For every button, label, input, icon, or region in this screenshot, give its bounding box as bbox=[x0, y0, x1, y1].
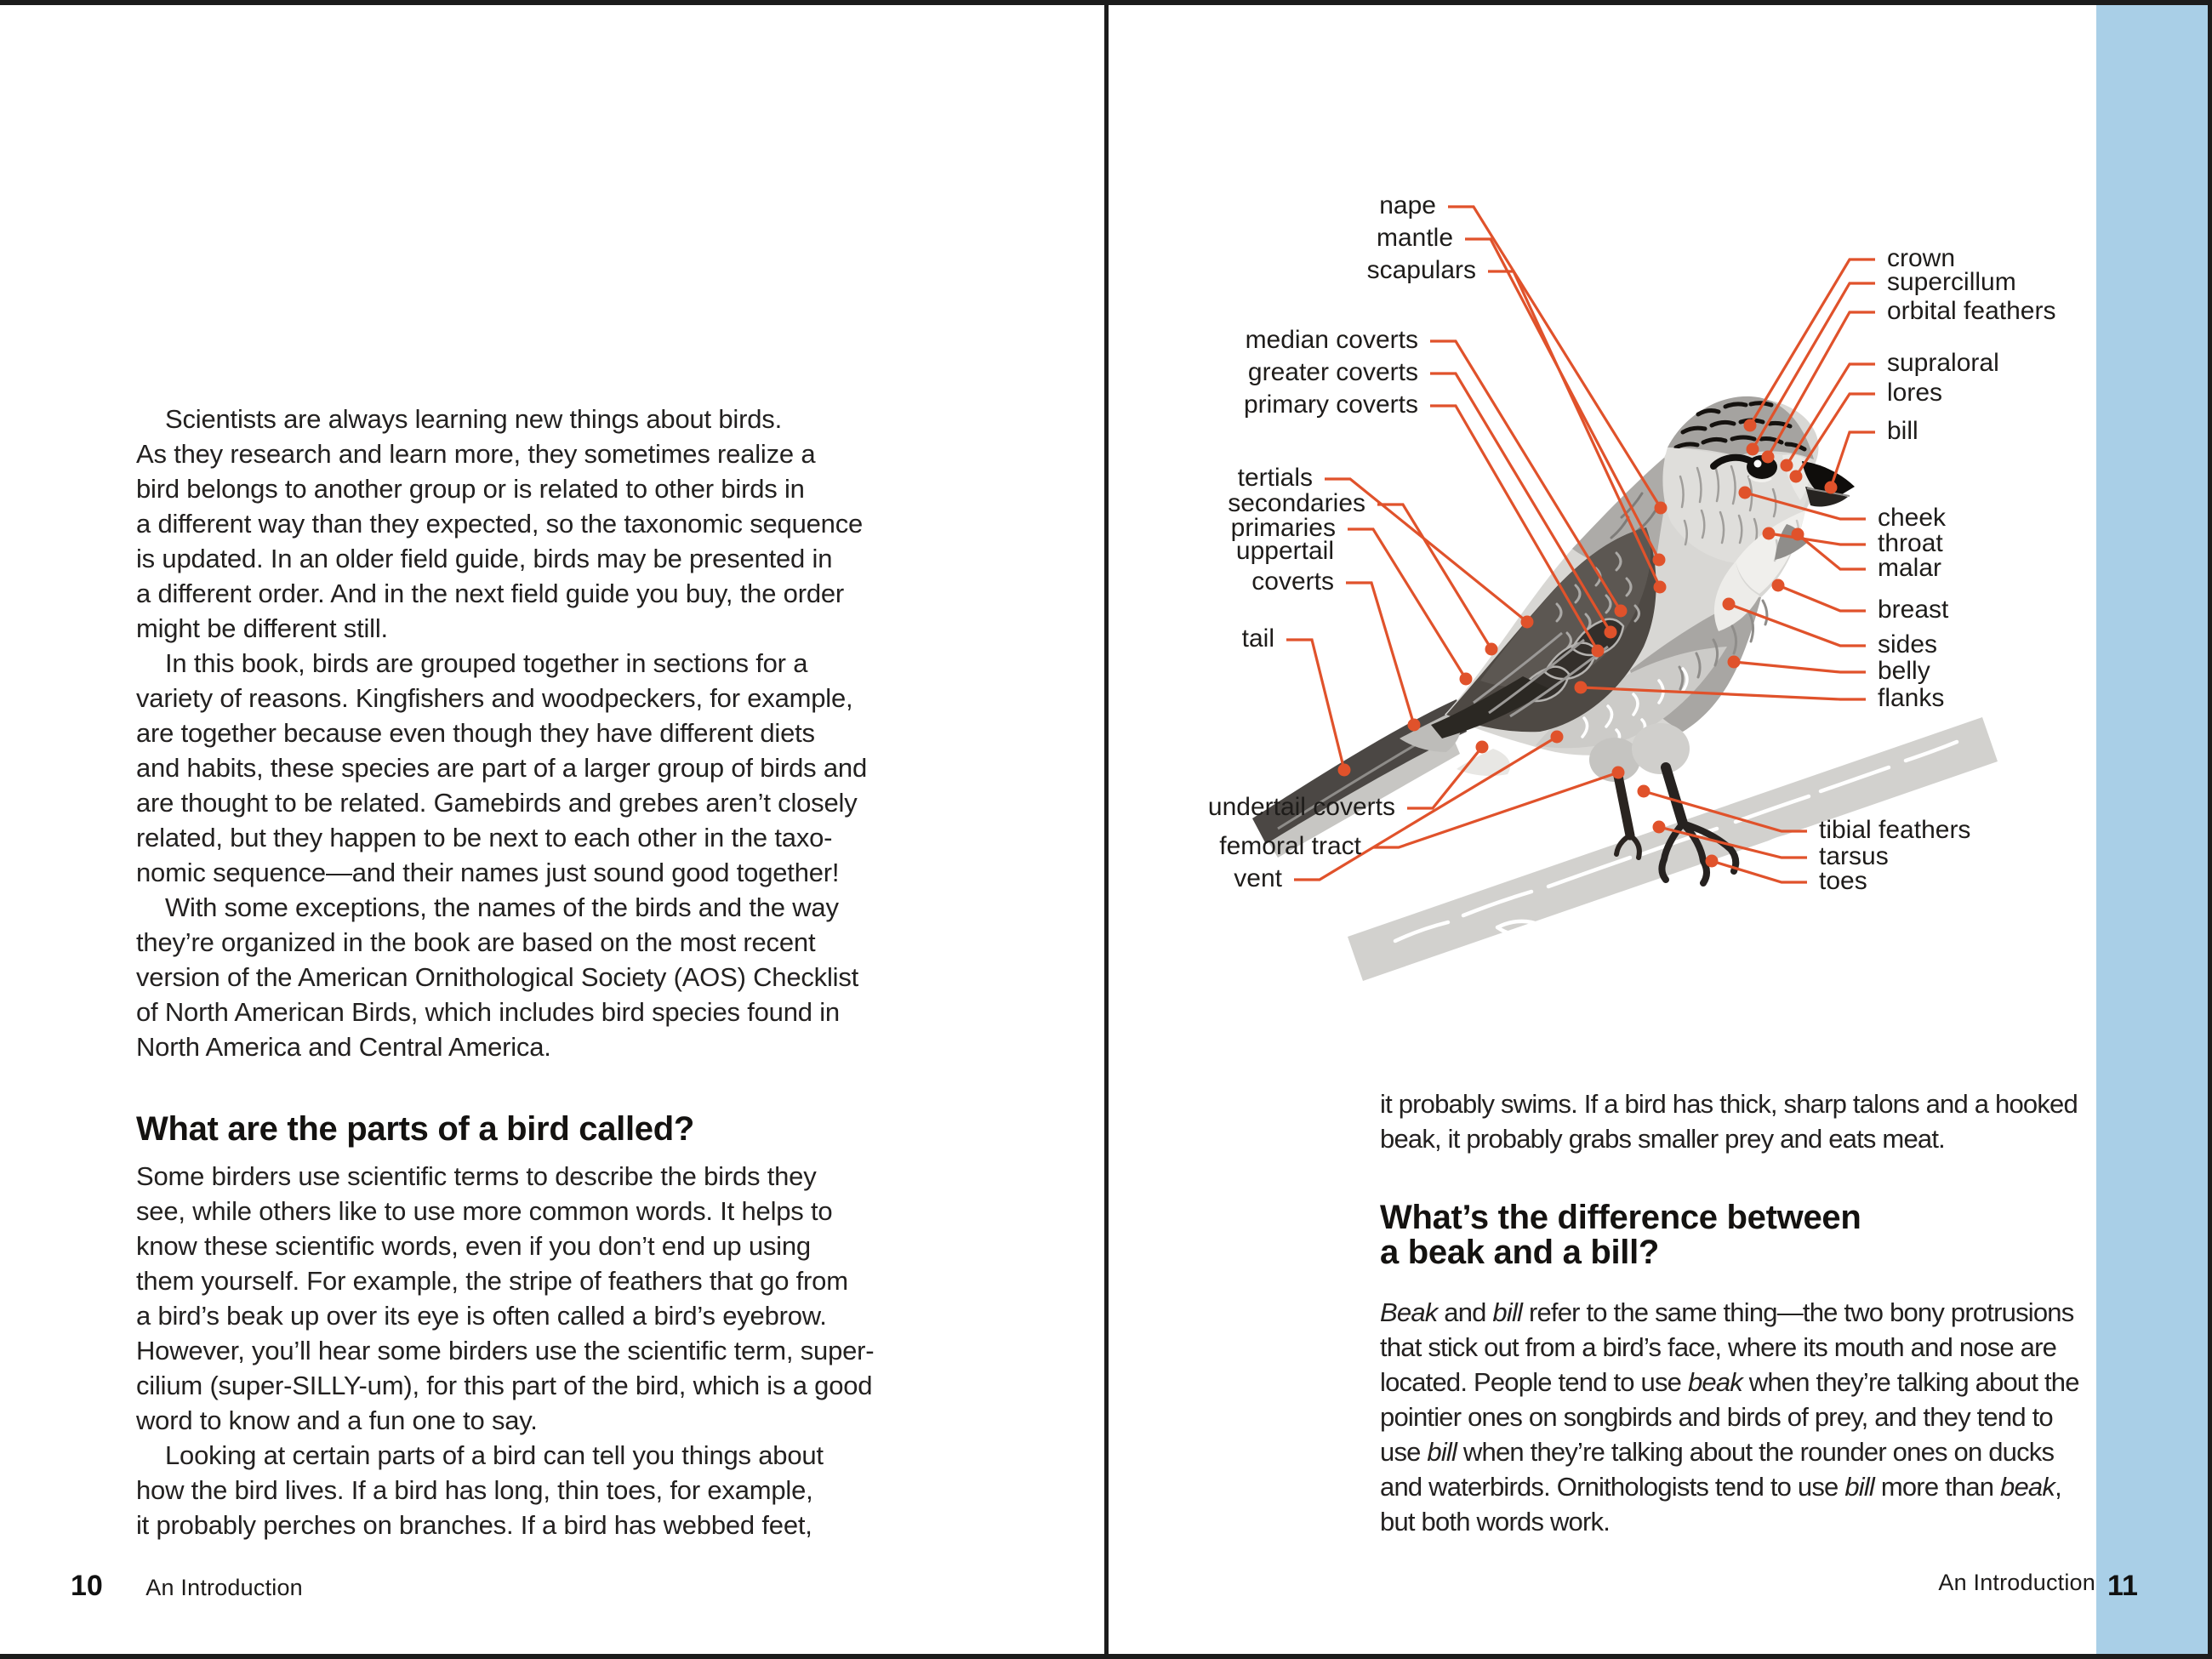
text-line: Some birders use scientific terms to describe the birds they bbox=[136, 1161, 817, 1191]
diagram-label-supercillum: supercillum bbox=[1887, 268, 2016, 296]
text-line: Looking at certain parts of a bird can tell you things about bbox=[165, 1440, 824, 1470]
text-line: variety of reasons. Kingfishers and woodpeckers, for example, bbox=[136, 683, 853, 713]
anatomy-dot bbox=[1638, 785, 1650, 798]
text-line: are together because even though they have different diets bbox=[136, 718, 815, 748]
left-page-body-1 bbox=[136, 402, 867, 1064]
diagram-label-supraloral: supraloral bbox=[1887, 349, 1999, 377]
diagram-label-vent: vent bbox=[1234, 864, 1282, 892]
anatomy-dot bbox=[1653, 554, 1666, 567]
text-line: What’s the difference between bbox=[1380, 1199, 1861, 1236]
diagram-label-tarsus: tarsus bbox=[1819, 842, 1889, 870]
anatomy-dot bbox=[1592, 645, 1605, 658]
anatomy-dot bbox=[1792, 528, 1804, 541]
anatomy-dot bbox=[1706, 855, 1719, 868]
section-title-right: An Introduction bbox=[1938, 1570, 2095, 1595]
text-line: cilium (super-SILLY-um), for this part of the bird, which is a good bbox=[136, 1371, 873, 1400]
anatomy-dot bbox=[1723, 598, 1736, 611]
diagram-label-sides: sides bbox=[1878, 630, 1938, 658]
right-page-body-2 bbox=[1380, 1295, 2079, 1539]
diagram-label-scapulars: scapulars bbox=[1366, 256, 1476, 284]
diagram-label-crown: crown bbox=[1887, 244, 1956, 272]
anatomy-dot bbox=[1653, 821, 1666, 834]
bird-anatomy-diagram bbox=[1132, 119, 2093, 1072]
anatomy-dot bbox=[1763, 527, 1776, 540]
text-line: located. People tend to use beak when they’re talking about the bbox=[1380, 1367, 2079, 1397]
right-border bbox=[2208, 0, 2212, 1659]
text-line: a different order. And in the next field guide you buy, the order bbox=[136, 579, 845, 608]
anatomy-dot bbox=[1615, 605, 1628, 618]
text-line: it probably swims. If a bird has thick, sharp talons and a hooked bbox=[1380, 1089, 2078, 1119]
diagram-label-tibial-feathers: tibial feathers bbox=[1819, 816, 1971, 844]
anatomy-dot bbox=[1744, 419, 1757, 432]
text-line: use bill when they’re talking about the rounder ones on ducks bbox=[1380, 1437, 2055, 1467]
diagram-label-flanks: flanks bbox=[1878, 684, 1945, 712]
anatomy-dot bbox=[1654, 581, 1667, 594]
anatomy-dot bbox=[1655, 502, 1668, 515]
page-number-right: 11 bbox=[2107, 1570, 2138, 1602]
text-line: pointier ones on songbirds and birds of prey, and they tend to bbox=[1380, 1402, 2053, 1432]
anatomy-dot bbox=[1762, 451, 1775, 464]
text-line: is updated. In an older field guide, birds may be presented in bbox=[136, 544, 833, 573]
text-line: Scientists are always learning new things about birds. bbox=[165, 404, 782, 434]
text-line: and waterbirds. Ornithologists tend to use bill more than beak, bbox=[1380, 1472, 2061, 1502]
diagram-label-belly: belly bbox=[1878, 657, 1930, 685]
right-page-body-1 bbox=[1380, 1086, 2078, 1156]
text-line: nomic sequence—and their names just sound good together! bbox=[136, 858, 840, 887]
diagram-label-toes: toes bbox=[1819, 867, 1867, 895]
anatomy-dot bbox=[1612, 767, 1625, 779]
diagram-label-uppertail-coverts: uppertail coverts bbox=[1235, 537, 1334, 596]
text-line: might be different still. bbox=[136, 613, 388, 643]
diagram-label-tertials: tertials bbox=[1237, 464, 1313, 492]
text-line: In this book, birds are grouped together in sections for a bbox=[165, 648, 808, 678]
anatomy-dot bbox=[1739, 487, 1752, 499]
anatomy-dot bbox=[1790, 470, 1803, 483]
diagram-label-femoral-tract: femoral tract bbox=[1219, 832, 1361, 860]
anatomy-dot bbox=[1575, 681, 1588, 694]
text-line: a beak and a bill? bbox=[1380, 1234, 1660, 1271]
text-line: North America and Central America. bbox=[136, 1032, 551, 1062]
anatomy-dot bbox=[1476, 741, 1489, 754]
leader-line bbox=[1712, 861, 1807, 882]
text-line: see, while others like to use more common words. It helps to bbox=[136, 1196, 833, 1226]
diagram-label-breast: breast bbox=[1878, 596, 1949, 624]
right-page-footer bbox=[1925, 1570, 2095, 1604]
diagram-label-lores: lores bbox=[1887, 379, 1943, 407]
diagram-label-throat: throat bbox=[1878, 529, 1943, 557]
text-line: them yourself. For example, the stripe of feathers that go from bbox=[136, 1266, 848, 1296]
anatomy-dot bbox=[1605, 626, 1617, 639]
leader-line bbox=[1346, 583, 1414, 725]
text-line: beak, it probably grabs smaller prey and eats meat. bbox=[1380, 1124, 1945, 1154]
anatomy-dot bbox=[1747, 443, 1759, 456]
text-line: word to know and a fun one to say. bbox=[136, 1405, 538, 1435]
anatomy-dot bbox=[1338, 764, 1351, 777]
text-line: know these scientific words, even if you don’t end up using bbox=[136, 1231, 811, 1261]
section-title-left: An Introduction bbox=[145, 1575, 303, 1600]
anatomy-dot bbox=[1521, 616, 1534, 629]
diagram-label-mantle: mantle bbox=[1376, 224, 1453, 252]
leader-line bbox=[1325, 479, 1527, 622]
left-page-body-2 bbox=[136, 1159, 874, 1542]
text-line: However, you’ll hear some birders use the scientific term, super- bbox=[136, 1336, 875, 1365]
text-line: and habits, these species are part of a larger group of birds and bbox=[136, 753, 867, 783]
text-line: it probably perches on branches. If a bird has webbed feet, bbox=[136, 1510, 812, 1540]
leader-line bbox=[1778, 585, 1866, 611]
text-line: With some exceptions, the names of the birds and the way bbox=[165, 892, 839, 922]
diagram-label-secondaries: secondaries bbox=[1228, 489, 1365, 517]
right-page-number-box bbox=[2107, 1570, 2158, 1604]
leader-line bbox=[1348, 529, 1466, 679]
diagram-label-undertail-coverts: undertail coverts bbox=[1207, 793, 1395, 821]
text-line: they’re organized in the book are based on the most recent bbox=[136, 927, 816, 957]
anatomy-dot bbox=[1772, 579, 1785, 592]
diagram-label-malar: malar bbox=[1878, 554, 1942, 582]
left-page-heading: What are the parts of a bird called? bbox=[136, 1110, 694, 1148]
text-line: but both words work. bbox=[1380, 1507, 1611, 1536]
diagram-label-primaries: primaries bbox=[1230, 514, 1336, 542]
diagram-label-orbital-feathers: orbital feathers bbox=[1887, 297, 2056, 325]
diagram-label-median-coverts: median coverts bbox=[1245, 326, 1418, 354]
diagram-label-primary-coverts: primary coverts bbox=[1243, 391, 1418, 419]
anatomy-dot bbox=[1408, 719, 1421, 732]
text-line: of North American Birds, which includes bird species found in bbox=[136, 997, 840, 1027]
page-gutter bbox=[1104, 0, 1109, 1659]
anatomy-dot bbox=[1728, 656, 1741, 669]
anatomy-dot bbox=[1825, 482, 1838, 494]
diagram-label-nape: nape bbox=[1379, 191, 1436, 219]
anatomy-dot bbox=[1460, 673, 1473, 686]
leader-line bbox=[1734, 662, 1866, 672]
anatomy-dot bbox=[1551, 731, 1564, 744]
text-line: related, but they happen to be next to each other in the taxo- bbox=[136, 823, 833, 852]
anatomy-dot bbox=[1781, 459, 1793, 472]
diagram-label-greater-coverts: greater coverts bbox=[1247, 358, 1418, 386]
text-line: As they research and learn more, they sometimes realize a bbox=[136, 439, 816, 469]
diagram-label-cheek: cheek bbox=[1878, 504, 1947, 532]
text-line: are thought to be related. Gamebirds and grebes aren’t closely bbox=[136, 788, 858, 818]
left-page bbox=[0, 0, 1104, 1659]
left-page-footer bbox=[71, 1570, 1006, 1604]
leader-line bbox=[1373, 772, 1618, 847]
text-line: bird belongs to another group or is related to other birds in bbox=[136, 474, 805, 504]
text-line: that stick out from a bird’s face, where its mouth and nose are bbox=[1380, 1332, 2057, 1362]
text-line: Beak and bill refer to the same thing—the two bony protrusions bbox=[1380, 1297, 2074, 1327]
diagram-label-bill: bill bbox=[1887, 417, 1918, 445]
diagram-label-tail: tail bbox=[1241, 624, 1274, 653]
text-line: how the bird lives. If a bird has long, thin toes, for example, bbox=[136, 1475, 813, 1505]
leader-line bbox=[1286, 640, 1344, 770]
anatomy-dot bbox=[1485, 643, 1498, 656]
text-line: a bird’s beak up over its eye is often called a bird’s eyebrow. bbox=[136, 1301, 827, 1331]
text-line: a different way than they expected, so the taxonomic sequence bbox=[136, 509, 864, 539]
right-page-heading bbox=[1380, 1194, 1861, 1271]
text-line: version of the American Ornithological Society (AOS) Checklist bbox=[136, 962, 859, 992]
page-number-left: 10 bbox=[71, 1570, 103, 1602]
